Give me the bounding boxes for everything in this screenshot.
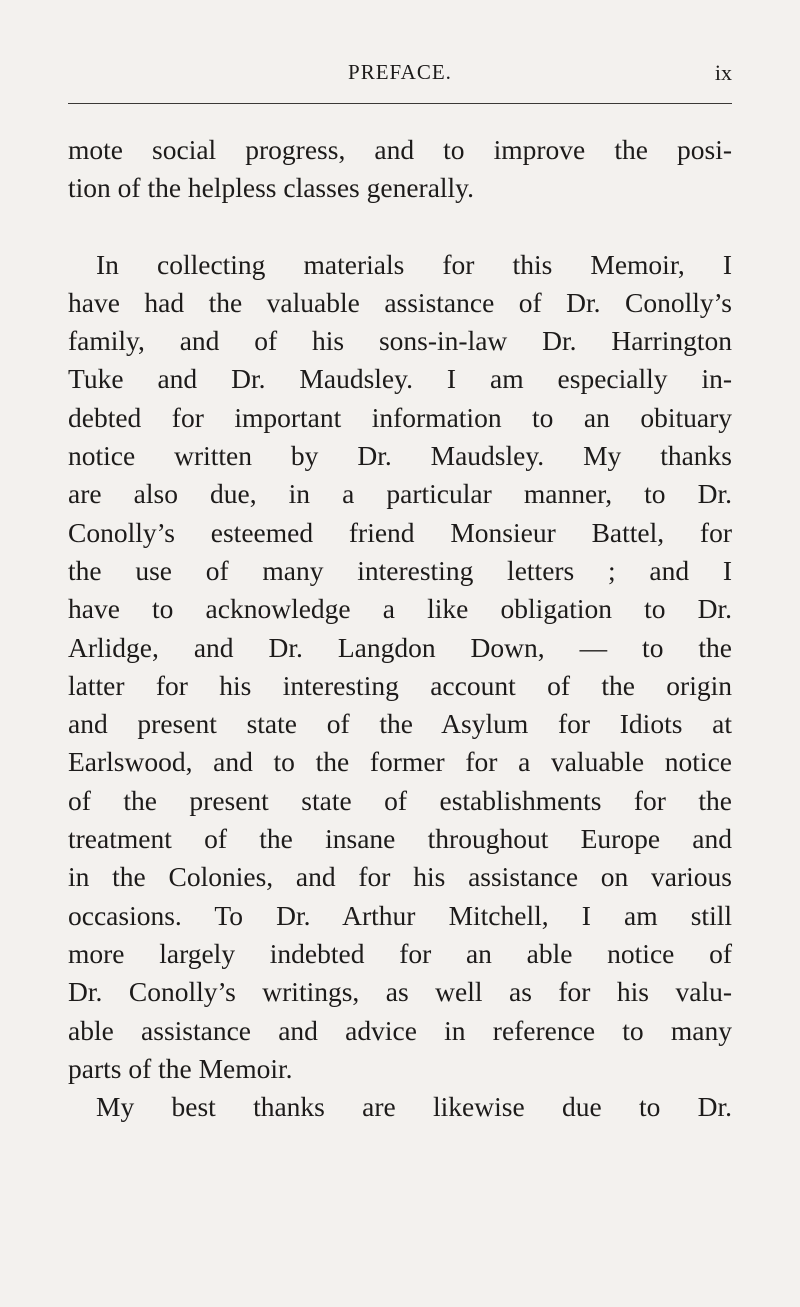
- text-line: treatment of the insane throughout Europe and: [68, 823, 732, 855]
- text-line: more largely indebted for an able notice of: [68, 937, 732, 969]
- text-line: My best thanks are likewise due to Dr.: [96, 1091, 732, 1123]
- running-head: [68, 60, 732, 90]
- text-line: of the present state of establishments for the: [68, 784, 732, 816]
- page-number: ix: [714, 60, 732, 85]
- paragraph-1: [68, 131, 732, 208]
- paragraph-2: [68, 246, 732, 1089]
- text-line: the use of many interesting letters ; and I: [68, 554, 732, 586]
- text-line: Tuke and Dr. Maudsley. I am especially in-: [68, 363, 732, 395]
- text-line: tion of the helpless classes generally.: [68, 172, 475, 204]
- text-line: Conolly’s esteemed friend Monsieur Battel, for: [68, 516, 732, 548]
- paragraph-gap: [68, 208, 732, 246]
- body-text: [68, 131, 732, 1126]
- text-line: have to acknowledge a like obligation to Dr.: [68, 593, 732, 625]
- text-line: and present state of the Asylum for Idiots at: [68, 708, 732, 740]
- text-line: are also due, in a particular manner, to Dr.: [68, 478, 732, 510]
- text-line: Arlidge, and Dr. Langdon Down, — to the: [68, 631, 732, 663]
- text-line: parts of the Memoir.: [68, 1052, 293, 1084]
- text-line: notice written by Dr. Maudsley. My thanks: [68, 440, 732, 472]
- text-line: able assistance and advice in reference to many: [68, 1014, 732, 1046]
- header-rule: [68, 103, 732, 104]
- text-line: Dr. Conolly’s writings, as well as for his valu-: [68, 976, 732, 1008]
- text-line: mote social progress, and to improve the posi-: [68, 134, 732, 165]
- text-line: Earlswood, and to the former for a valuable notice: [68, 746, 732, 778]
- text-line: have had the valuable assistance of Dr. Conolly’s: [68, 286, 732, 318]
- paragraph-3: [68, 1088, 732, 1126]
- text-line: latter for his interesting account of the origin: [68, 669, 732, 701]
- text-line: in the Colonies, and for his assistance on various: [68, 861, 732, 893]
- running-title: PREFACE.: [348, 60, 452, 84]
- text-line: occasions. To Dr. Arthur Mitchell, I am still: [68, 899, 732, 931]
- text-line: In collecting materials for this Memoir, I: [96, 248, 732, 280]
- text-line: family, and of his sons-in-law Dr. Harrington: [68, 325, 732, 357]
- text-line: debted for important information to an obituary: [68, 401, 732, 433]
